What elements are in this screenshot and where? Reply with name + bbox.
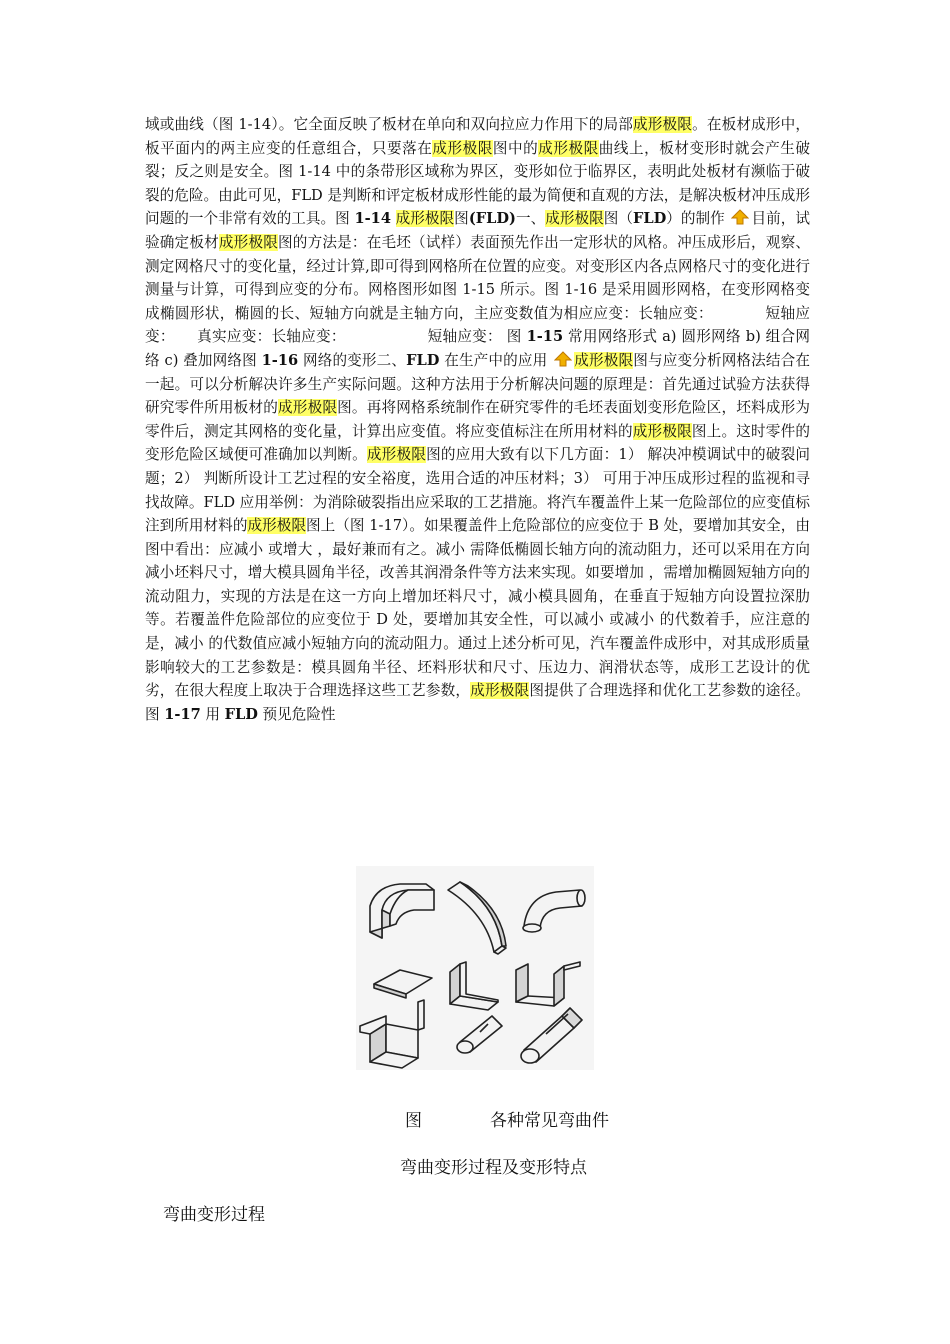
body-paragraph [145, 113, 810, 726]
highlighted-term: 成形极限 [247, 517, 306, 535]
paragraph-text [391, 210, 396, 227]
subsection-title: 弯曲变形过程 [163, 1205, 265, 1225]
highlighted-term: 成形极限 [432, 139, 493, 157]
section-title: 弯曲变形过程及变形特点 [400, 1158, 587, 1178]
highlighted-term: 成形极限 [395, 210, 455, 228]
highlighted-term: 成形极限 [632, 422, 692, 440]
highlighted-term: 成形极限 [545, 210, 604, 228]
paragraph-text: 图 [454, 210, 469, 228]
paragraph-text: 在生产中的应用 [439, 351, 553, 369]
paragraph-text: 域或曲线（图 1-14）。它全面反映了板材在单向和双向拉应力作用下的局部 [145, 116, 634, 133]
paragraph-text: 目前，试验确定板材 [145, 210, 810, 251]
paragraph-text: 图的方法是：在毛坯（试样）表面预先作出一定形状的风格。冲压成形后，观察、测定网格尺寸的变化量，经过计算,即可得到网格所在位置的应变。对变形区内各点网格尺寸的变化进行测量与计算，可得到应变的分布。网格图形如图 1-15 所示。图 1-16 是采用圆形网格，在变形网格变成椭圆形状，椭圆的长、短轴方向就是主轴方向，主应变数值为相应应变：长轴应变： 短轴应变： 真实应变：长轴应变： 短轴应变： 图 [145, 233, 810, 346]
paragraph-text: ）的制作 [666, 210, 730, 228]
figure-caption [405, 1106, 609, 1131]
paragraph-text: 图的应用大致有以下几方面：1） 解决冲模调试中的破裂问题；2） 判断所设计工艺过程的安全裕度，选用合适的冲压材料；3） 可用于冲压成形过程的监视和寻找故障。FLD 应用举例：为消除破裂指出应采取的工艺措施。将汽车覆盖件上某一危险部位的应变值标注到所用材料的 [145, 446, 810, 535]
bold-text: 1-14 [354, 210, 391, 228]
paragraph-text: 图。再将网格系统制作在研究零件的毛坯表面划变形危险区，坯料成形为零件后，测定其网格的变化量，计算出应变值。将应变值标注在所用材料的 [145, 399, 810, 440]
highlighted-term: 成形极限 [278, 399, 338, 417]
paragraph-text: 网络的变形二、 [298, 351, 407, 369]
figure-caption-text: 各种常见弯曲件 [490, 1111, 609, 1131]
highlighted-term: 成形极限 [633, 116, 693, 133]
paragraph-text: 预见危险性 [257, 705, 336, 723]
paragraph-text: 图上（图 1-17）。如果覆盖件上危险部位的应变位于 B 处，要增加其安全，由图中看出：应减小 或增大 ，最好兼而有之。减小 需降低椭圆长轴方向的流动阻力，还可以采用在方向减小坯料尺寸，增大模具圆角半径，改善其润滑条件等方法来实现。如要增加 ，需增加椭圆短轴方向的流动阻力，实现的方法是在这一方向上增加坯料尺寸，减小模具圆角，在垂直于短轴方向设置拉深肋等。若覆盖件危险部位的应变位于 D 处，要增加其安全性，可以减小 或减小 的代数着手，应注意的是，减小 的代数值应减小短轴方向的流动阻力。通过上述分析可见，汽车覆盖件成形中，对其成形质量影响较大的工艺参数是：模具圆角半径、坯料形状和尺寸、压边力、润滑状态等，成形工艺设计的优劣，在很大程度上取决于合理选择这些工艺参数， [145, 517, 810, 700]
bold-text: FLD [632, 210, 667, 228]
highlighted-term: 成形极限 [218, 233, 279, 251]
paragraph-text: 图提供了合理选择和优化工艺参数的途径。图 [145, 682, 810, 723]
highlighted-term: 成形极限 [470, 682, 530, 700]
bold-text: FLD [406, 351, 440, 369]
paragraph-text: 一、 [515, 210, 546, 228]
paragraph-text: 图上。这时零件的变形危险区域便可准确加以判断。 [145, 422, 810, 464]
paragraph-text: 常用网络形式 a) 圆形网络 b) 组合网络 c) 叠加网络图 [145, 328, 810, 369]
paragraph-text: 。在板材成形中，板平面内的两主应变的任意组合，只要落在 [145, 116, 810, 157]
bold-text: (FLD) [468, 210, 516, 228]
paragraph-text: 图与应变分析网格法结合在一起。可以分析解决许多生产实际问题。这种方法用于分析解决问题的原理是：首先通过试验方法获得研究零件所用板材的 [145, 351, 810, 417]
bold-text: FLD [224, 705, 258, 723]
paragraph-text: 图中的 [492, 139, 539, 157]
bold-text: 1-17 [164, 705, 201, 723]
bold-text: 1-16 [261, 351, 299, 369]
paragraph-text: 曲线上，板材变形时就会产生破裂；反之则是安全。图 1-14 中的条带形区域称为界区，变形如位于临界区，表明此处板材有濒临于破裂的危险。由此可见，FLD 是判断和评定板材成形性能的最为简便和直观的方法，是解决板材冲压成形问题的一个非常有效的工具。图 [145, 139, 810, 228]
arrow-up-icon [554, 351, 572, 367]
highlighted-term: 成形极限 [538, 139, 599, 157]
figure-caption-label: 图 [405, 1111, 422, 1131]
bent-parts-figure [356, 866, 594, 1070]
highlighted-term: 成形极限 [366, 446, 427, 464]
paragraph-text: 图（ [603, 210, 633, 228]
paragraph-text: 用 [200, 705, 225, 723]
highlighted-term: 成形极限 [574, 351, 634, 369]
bold-text: 1-15 [526, 328, 564, 346]
arrow-up-icon [731, 209, 749, 225]
